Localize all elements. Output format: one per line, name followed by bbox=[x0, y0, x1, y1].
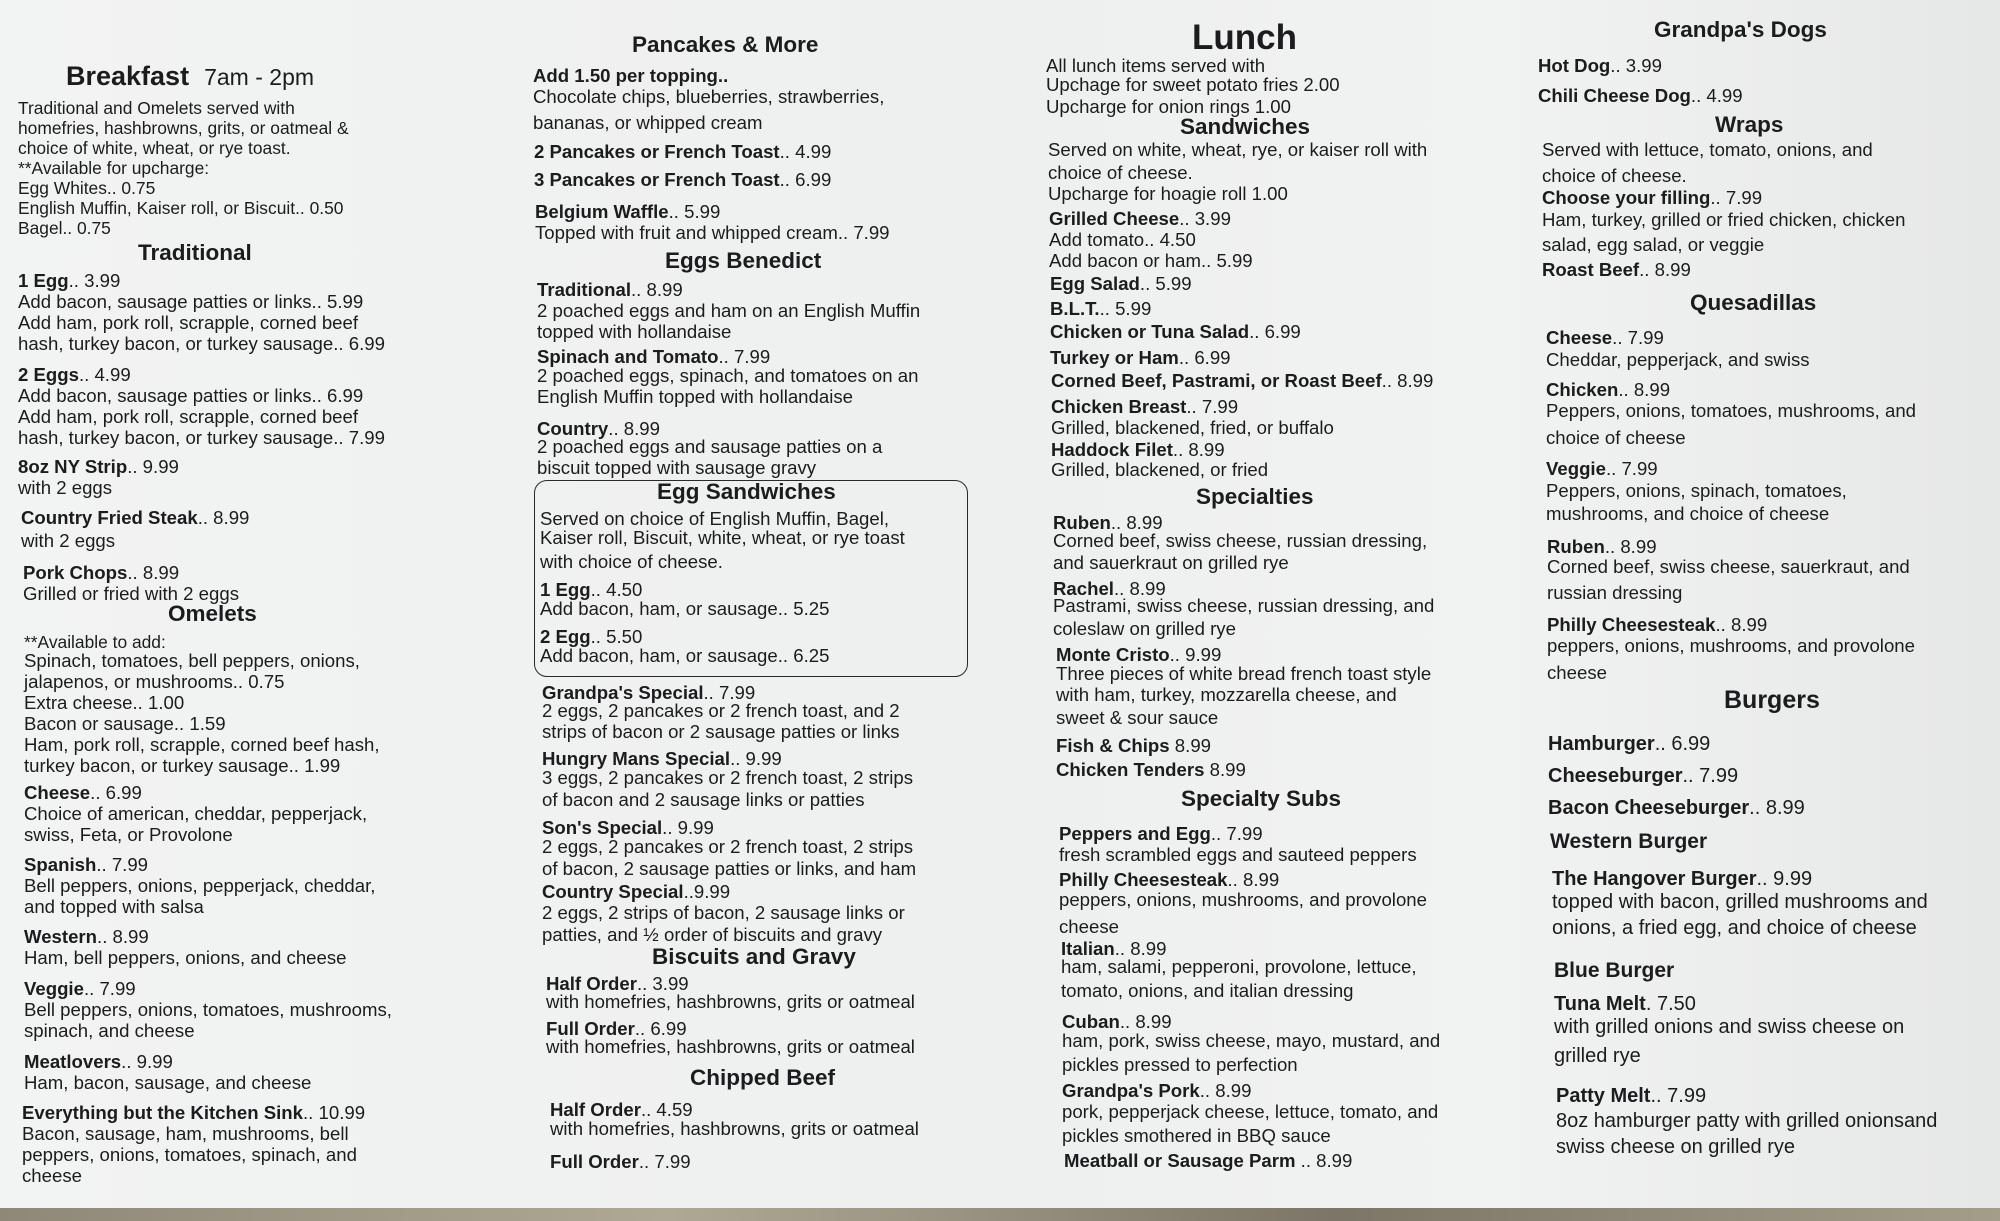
item-description: pickles pressed to perfection bbox=[1062, 1054, 1298, 1075]
omelets-addon-line: **Available to add: bbox=[24, 632, 166, 652]
item-description: with homefries, hashbrowns, grits or oatmeal bbox=[546, 1036, 915, 1057]
item-description: and topped with salsa bbox=[24, 896, 204, 917]
menu-item: Half Order.. 3.99 bbox=[546, 973, 689, 994]
menu-item: Western Burger bbox=[1550, 830, 1708, 853]
menu-item: Grilled Cheese.. 3.99 bbox=[1049, 208, 1231, 229]
item-description: with grilled onions and swiss cheese on bbox=[1554, 1016, 1905, 1038]
item-description: peppers, onions, mushrooms, and provolone bbox=[1547, 635, 1915, 656]
lunch-heading: Lunch bbox=[1192, 18, 1297, 57]
item-description: coleslaw on grilled rye bbox=[1053, 618, 1236, 639]
specialties-heading: Specialties bbox=[1196, 484, 1314, 509]
item-description: Three pieces of white bread french toast style bbox=[1056, 663, 1432, 684]
menu-item: Grandpa's Special.. 7.99 bbox=[542, 682, 756, 703]
item-description: ham, pork, swiss cheese, mayo, mustard, and bbox=[1062, 1030, 1441, 1051]
menu-item: Ruben.. 8.99 bbox=[1547, 536, 1657, 557]
menu-item: Bacon Cheeseburger.. 8.99 bbox=[1548, 797, 1805, 819]
omelets-addon-line: Bacon or sausage.. 1.59 bbox=[24, 713, 226, 734]
menu-item: Cheese.. 6.99 bbox=[24, 782, 142, 803]
item-description: Add bacon, sausage patties or links.. 5.99 bbox=[18, 291, 364, 312]
item-description: Add bacon, sausage patties or links.. 6.99 bbox=[18, 385, 364, 406]
item-description: pickles smothered in BBQ sauce bbox=[1062, 1125, 1331, 1146]
menu-item: Italian.. 8.99 bbox=[1061, 938, 1167, 959]
menu-item: Egg Salad.. 5.99 bbox=[1050, 273, 1192, 294]
menu-item: Half Order.. 4.59 bbox=[550, 1099, 693, 1120]
item-description: Ham, bacon, sausage, and cheese bbox=[24, 1072, 312, 1093]
item-description: Grilled or fried with 2 eggs bbox=[23, 583, 239, 604]
item-description: Add ham, pork roll, scrapple, corned beef bbox=[18, 312, 359, 333]
menu-item: 1 Egg.. 4.50 bbox=[540, 579, 643, 600]
item-description: Kaiser roll, Biscuit, white, wheat, or rye toast bbox=[540, 527, 905, 548]
item-description: Choice of american, cheddar, pepperjack, bbox=[24, 803, 368, 824]
menu-item: Ruben.. 8.99 bbox=[1053, 512, 1163, 533]
item-description: topped with hollandaise bbox=[537, 321, 732, 342]
menu-item: Chicken or Tuna Salad.. 6.99 bbox=[1050, 321, 1301, 342]
breakfast-intro-line: Bagel.. 0.75 bbox=[18, 218, 111, 238]
menu-item: Cheeseburger.. 7.99 bbox=[1548, 765, 1739, 787]
item-description: Pastrami, swiss cheese, russian dressing, and bbox=[1053, 595, 1435, 616]
menu-item: Patty Melt.. 7.99 bbox=[1556, 1085, 1707, 1107]
item-description: Ham, bell peppers, onions, and cheese bbox=[24, 947, 347, 968]
menu-item: Hungry Mans Special.. 9.99 bbox=[542, 748, 782, 769]
menu-item: 2 Eggs.. 4.99 bbox=[18, 364, 131, 385]
omelets-addon-line: Ham, pork roll, scrapple, corned beef hash, bbox=[24, 734, 380, 755]
breakfast-intro-line: English Muffin, Kaiser roll, or Biscuit.. 0.50 bbox=[18, 198, 344, 218]
item-description: strips of bacon or 2 sausage patties or links bbox=[542, 721, 900, 742]
item-description: Upcharge for onion rings 1.00 bbox=[1046, 96, 1291, 117]
menu-item: 2 Egg.. 5.50 bbox=[540, 626, 643, 647]
chipped-beef-heading: Chipped Beef bbox=[690, 1065, 836, 1090]
omelets-addon-line: turkey bacon, or turkey sausage.. 1.99 bbox=[24, 755, 341, 776]
menu-item: Meatball or Sausage Parm .. 8.99 bbox=[1064, 1150, 1353, 1171]
menu-item: Cheese.. 7.99 bbox=[1546, 327, 1664, 348]
specialty-subs-heading: Specialty Subs bbox=[1181, 786, 1342, 811]
menu-item: 2 Pancakes or French Toast.. 4.99 bbox=[534, 141, 832, 162]
item-description: 3 eggs, 2 pancakes or 2 french toast, 2 strips bbox=[542, 767, 914, 788]
pancakes-heading: Pancakes & More bbox=[632, 32, 819, 57]
omelets-addon-line: jalapenos, or mushrooms.. 0.75 bbox=[24, 671, 285, 692]
menu-item: B.L.T... 5.99 bbox=[1050, 298, 1152, 319]
menu-item: Peppers and Egg.. 7.99 bbox=[1059, 823, 1263, 844]
item-description: sweet & sour sauce bbox=[1056, 707, 1219, 728]
omelets-addon-line: Extra cheese.. 1.00 bbox=[24, 692, 185, 713]
item-description: peppers, onions, tomatoes, spinach, and bbox=[22, 1144, 357, 1165]
grandpas-dogs-heading: Grandpa's Dogs bbox=[1654, 17, 1827, 42]
menu-item: Tuna Melt. 7.50 bbox=[1554, 993, 1696, 1015]
item-description: Add bacon, ham, or sausage.. 6.25 bbox=[540, 645, 830, 666]
menu-item: Full Order.. 6.99 bbox=[546, 1018, 687, 1039]
item-description: choice of cheese. bbox=[1542, 165, 1687, 186]
menu-item: Roast Beef.. 8.99 bbox=[1542, 259, 1691, 280]
menu-item: Corned Beef, Pastrami, or Roast Beef.. 8.99 bbox=[1051, 370, 1434, 391]
item-description: Add bacon or ham.. 5.99 bbox=[1049, 250, 1253, 271]
menu-item: Western.. 8.99 bbox=[24, 926, 149, 947]
item-description: biscuit topped with sausage gravy bbox=[537, 457, 817, 478]
item-description: mushrooms, and choice of cheese bbox=[1546, 503, 1830, 524]
item-description: spinach, and cheese bbox=[24, 1020, 195, 1041]
sandwiches-heading: Sandwiches bbox=[1180, 114, 1311, 139]
item-description: bananas, or whipped cream bbox=[533, 112, 763, 133]
item-description: choice of cheese bbox=[1546, 427, 1686, 448]
item-description: tomato, onions, and italian dressing bbox=[1061, 980, 1354, 1001]
menu-item: Full Order.. 7.99 bbox=[550, 1151, 691, 1172]
menu-item: Traditional.. 8.99 bbox=[537, 279, 683, 300]
menu-item: Grandpa's Pork.. 8.99 bbox=[1062, 1080, 1252, 1101]
item-description: with homefries, hashbrowns, grits or oatmeal bbox=[546, 991, 915, 1012]
menu-item: Veggie.. 7.99 bbox=[1546, 458, 1658, 479]
menu-item: Choose your filling.. 7.99 bbox=[1542, 187, 1763, 208]
item-description: 2 poached eggs and ham on an English Muffin bbox=[537, 300, 921, 321]
topping-price: Add 1.50 per topping.. bbox=[533, 65, 729, 86]
item-description: and sauerkraut on grilled rye bbox=[1053, 552, 1289, 573]
menu-item: Country Fried Steak.. 8.99 bbox=[21, 507, 250, 528]
menu-item: Veggie.. 7.99 bbox=[24, 978, 136, 999]
menu-item: Everything but the Kitchen Sink.. 10.99 bbox=[22, 1102, 366, 1123]
item-description: Cheddar, pepperjack, and swiss bbox=[1546, 349, 1810, 370]
item-description: Bell peppers, onions, pepperjack, cheddar, bbox=[24, 875, 376, 896]
item-description: russian dressing bbox=[1547, 582, 1683, 603]
menu-item: 8oz NY Strip.. 9.99 bbox=[18, 456, 179, 477]
item-description: Upcharge for hoagie roll 1.00 bbox=[1048, 183, 1288, 204]
item-description: Add ham, pork roll, scrapple, corned beef bbox=[18, 406, 359, 427]
menu-item: Hamburger.. 6.99 bbox=[1548, 733, 1711, 755]
menu-item: Spinach and Tomato.. 7.99 bbox=[537, 346, 771, 367]
menu-item: Country.. 8.99 bbox=[537, 418, 660, 439]
item-description: cheese bbox=[1547, 662, 1607, 683]
menu-item: Son's Special.. 9.99 bbox=[542, 817, 714, 838]
item-description: Served with lettuce, tomato, onions, and bbox=[1542, 139, 1873, 160]
item-description: Add bacon, ham, or sausage.. 5.25 bbox=[540, 598, 830, 619]
item-description: Topped with fruit and whipped cream.. 7.99 bbox=[535, 222, 890, 243]
item-description: salad, egg salad, or veggie bbox=[1542, 234, 1765, 255]
item-description: Add tomato.. 4.50 bbox=[1049, 229, 1196, 250]
menu-item: Philly Cheesesteak.. 8.99 bbox=[1059, 869, 1280, 890]
breakfast-intro-line: choice of white, wheat, or rye toast. bbox=[18, 138, 291, 158]
menu-item: Chili Cheese Dog.. 4.99 bbox=[1538, 85, 1743, 106]
item-description: Chocolate chips, blueberries, strawberries, bbox=[533, 86, 885, 107]
item-description: with 2 eggs bbox=[18, 477, 113, 498]
item-description: ham, salami, pepperoni, provolone, lettuce, bbox=[1061, 956, 1417, 977]
item-description: English Muffin topped with hollandaise bbox=[537, 386, 853, 407]
item-description: hash, turkey bacon, or turkey sausage.. 7.99 bbox=[18, 427, 385, 448]
item-description: All lunch items served with bbox=[1046, 55, 1266, 76]
item-description: Peppers, onions, tomatoes, mushrooms, and bbox=[1546, 400, 1917, 421]
item-description: 2 eggs, 2 pancakes or 2 french toast, and 2 bbox=[542, 700, 900, 721]
item-description: cheese bbox=[1059, 916, 1119, 937]
item-description: Corned beef, swiss cheese, russian dressing, bbox=[1053, 530, 1428, 551]
breakfast-heading: Breakfast 7am - 2pm bbox=[66, 61, 315, 91]
menu-item: Chicken Breast.. 7.99 bbox=[1051, 396, 1239, 417]
eggs-benedict-heading: Eggs Benedict bbox=[665, 248, 822, 273]
item-description: with ham, turkey, mozzarella cheese, and bbox=[1056, 684, 1397, 705]
item-description: swiss cheese on grilled rye bbox=[1556, 1136, 1795, 1158]
item-description: 2 poached eggs and sausage patties on a bbox=[537, 436, 883, 457]
menu-item: The Hangover Burger.. 9.99 bbox=[1552, 868, 1813, 890]
item-description: Grilled, blackened, or fried bbox=[1051, 459, 1269, 480]
item-description: topped with bacon, grilled mushrooms and bbox=[1552, 891, 1928, 913]
menu-item: Meatlovers.. 9.99 bbox=[24, 1051, 173, 1072]
menu-item: Hot Dog.. 3.99 bbox=[1538, 55, 1662, 76]
breakfast-hours: 7am - 2pm bbox=[204, 64, 315, 90]
menu-item: Monte Cristo.. 9.99 bbox=[1056, 644, 1222, 665]
item-description: swiss, Feta, or Provolone bbox=[24, 824, 233, 845]
menu-item: Pork Chops.. 8.99 bbox=[23, 562, 180, 583]
item-description: 2 poached eggs, spinach, and tomatoes on an bbox=[537, 365, 919, 386]
item-description: choice of cheese. bbox=[1048, 162, 1193, 183]
menu-item: Fish & Chips 8.99 bbox=[1056, 735, 1211, 756]
traditional-heading: Traditional bbox=[138, 240, 252, 265]
item-description: 2 eggs, 2 strips of bacon, 2 sausage links or bbox=[542, 902, 905, 923]
breakfast-intro-line: Egg Whites.. 0.75 bbox=[18, 178, 156, 198]
item-description: Bacon, sausage, ham, mushrooms, bell bbox=[22, 1123, 349, 1144]
item-description: Peppers, onions, spinach, tomatoes, bbox=[1546, 480, 1847, 501]
item-description: onions, a fried egg, and choice of cheese bbox=[1552, 917, 1917, 939]
omelets-addon-line: Spinach, tomatoes, bell peppers, onions, bbox=[24, 650, 360, 671]
item-description: hash, turkey bacon, or turkey sausage.. 6.99 bbox=[18, 333, 385, 354]
menu-item: Turkey or Ham.. 6.99 bbox=[1050, 347, 1231, 368]
menu-item: Spanish.. 7.99 bbox=[24, 854, 149, 875]
item-description: of bacon and 2 sausage links or patties bbox=[542, 789, 865, 810]
menu-item: Haddock Filet.. 8.99 bbox=[1051, 439, 1225, 460]
burgers-heading: Burgers bbox=[1724, 686, 1820, 714]
item-description: with choice of cheese. bbox=[540, 551, 723, 572]
item-description: fresh scrambled eggs and sauteed peppers bbox=[1059, 844, 1417, 865]
breakfast-intro-line: homefries, hashbrowns, grits, or oatmeal & bbox=[18, 118, 349, 138]
menu-item: Chicken Tenders 8.99 bbox=[1056, 759, 1246, 780]
item-description: peppers, onions, mushrooms, and provolone bbox=[1059, 889, 1427, 910]
menu-item: Belgium Waffle.. 5.99 bbox=[535, 201, 721, 222]
item-description: cheese bbox=[22, 1165, 82, 1186]
item-description: 2 eggs, 2 pancakes or 2 french toast, 2 strips bbox=[542, 836, 914, 857]
item-description: Upchage for sweet potato fries 2.00 bbox=[1046, 74, 1340, 95]
item-description: patties, and ½ order of biscuits and gravy bbox=[542, 924, 883, 945]
biscuits-gravy-heading: Biscuits and Gravy bbox=[652, 944, 856, 969]
egg-sandwiches-heading: Egg Sandwiches bbox=[657, 479, 836, 504]
item-description: Bell peppers, onions, tomatoes, mushrooms, bbox=[24, 999, 392, 1020]
item-description: Served on choice of English Muffin, Bagel, bbox=[540, 508, 890, 529]
menu-item: Country Special..9.99 bbox=[542, 881, 731, 902]
item-description: pork, pepperjack cheese, lettuce, tomato, and bbox=[1062, 1101, 1439, 1122]
item-description: with 2 eggs bbox=[21, 530, 116, 551]
wraps-heading: Wraps bbox=[1715, 112, 1784, 137]
menu-item: 3 Pancakes or French Toast.. 6.99 bbox=[534, 169, 832, 190]
item-description: of bacon, 2 sausage patties or links, and ham bbox=[542, 858, 917, 879]
item-description: Grilled, blackened, fried, or buffalo bbox=[1051, 417, 1334, 438]
item-description: Corned beef, swiss cheese, sauerkraut, and bbox=[1547, 556, 1910, 577]
omelets-heading: Omelets bbox=[168, 601, 257, 626]
menu-item: Philly Cheesesteak.. 8.99 bbox=[1547, 614, 1768, 635]
item-description: Served on white, wheat, rye, or kaiser roll with bbox=[1048, 139, 1428, 160]
menu-item: Rachel.. 8.99 bbox=[1053, 578, 1166, 599]
menu-item: Blue Burger bbox=[1554, 959, 1675, 982]
quesadillas-heading: Quesadillas bbox=[1690, 290, 1817, 315]
item-description: 8oz hamburger patty with grilled onionsand bbox=[1556, 1110, 1938, 1132]
menu-item: Chicken.. 8.99 bbox=[1546, 379, 1671, 400]
item-description: grilled rye bbox=[1554, 1045, 1641, 1067]
item-description: Ham, turkey, grilled or fried chicken, chicken bbox=[1542, 209, 1906, 230]
breakfast-intro-line: **Available for upcharge: bbox=[18, 158, 210, 178]
breakfast-intro-line: Traditional and Omelets served with bbox=[18, 98, 295, 118]
item-description: with homefries, hashbrowns, grits or oatmeal bbox=[550, 1118, 919, 1139]
menu-item: Cuban.. 8.99 bbox=[1062, 1011, 1172, 1032]
menu-item: 1 Egg.. 3.99 bbox=[18, 270, 121, 291]
floor-strip bbox=[0, 1208, 2000, 1221]
